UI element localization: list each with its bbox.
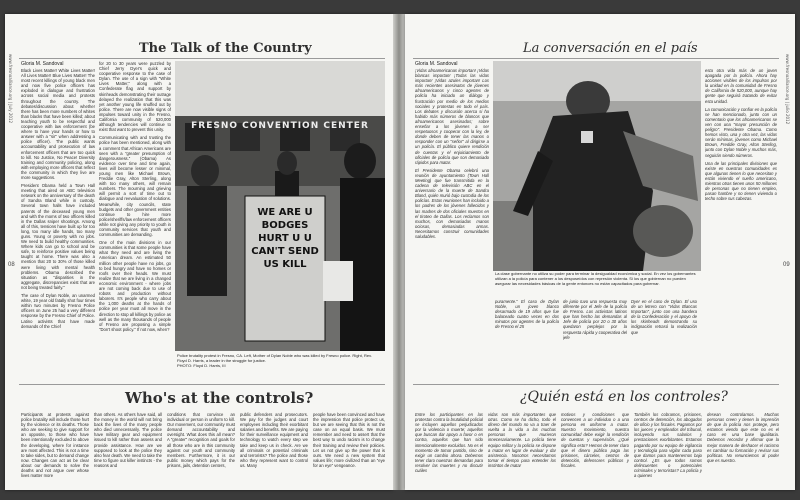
headline-rule [19,58,385,59]
right-folio-text: www.fresnoalliance.org | julio 2012 [785,54,790,125]
police-photo [493,61,701,271]
byline: Gloria M. Sandoval [21,61,64,67]
columna-inferior-4: También los cobramos, prisiones, centros de detención, los abogados de oficio y los fiscales. Pagamos por los jueces y empleados del tribunal, incluyendo sus salarios y prestaciones exorbitantes. Estamos pagando por su equipo de vigilancia y tecnología para vigilar cada paso que damos para mantenernos bajo control. ¿Es que todos somos delincuentes o potenciales criminales y terroristas? La policía y a quienes [634,412,702,479]
article-column-1 [21,68,95,380]
police-photo-image [493,61,701,271]
spine-gutter [393,14,405,490]
columna-inferior-5: desean controlarnos. Muchas personas creen y tienen la impresión de que la policía nos protege, pero estamos viendo que este no es el caso en una base igualitaria. Debemos recordar y afirmar que la mejor manera de deshacer el racismo es cambiar su formación y revisar sus políticas. No renunciemos al poder que es nuestro. [707,412,779,463]
headline-conversacion: La conversación en el país [523,41,698,56]
article-column-2 [99,61,171,380]
articulo-columna-2b: de junio tuvo una respuesta muy diferente por el Jefe de la policía de Fresno. Los activistas latinos que han hecho las demandas al Jefe de policía por 20 o 30 años quedaron perplejos por la respuesta rápida y cooperativa del jefe [563,299,627,340]
paragraph: for 20 to 30 years were puzzled by Chief Jerry Dyer's quick and cooperative response to the case of Dylan. The use of a sign with "White Lives Matter," along with a Confederate flag and support by skinheads demonstrating their outrage delayed the realization that this was yet another young life snuffed out by police. There are now visible signs of impulses toward unity in the Fresno, California community of 520,000 although tendencies will continue to exist that want to prevent this unity. [99,61,171,133]
byline-es: Gloria M. Sandoval [415,61,458,67]
headline-rule-es [413,58,779,59]
bottom-column-3: conditions that convince an individual or person in uniform to kill. Our movement, our community must demand accountability and oversight. What does this all mean? A "greater" recognition and goals for all those who are in this community against our youth and community members. Furthermore, it is our public money which pays for the prisons, jails, detention centers, [167,412,235,468]
section-rule [19,384,385,385]
pie-de-foto: La clase gobernante no utiliza su poder para terminar la desigualdad económica y social. En vez los gobernantes utilizan a la policía para contener a los desposeídos con represión violenta. Si los que gobiernan no pueden asegurar las necesidades básicas de la gente entonces no están capacitados para gobernar. [495,271,696,286]
bottom-column-1: Participants at protests against police brutality will include those hurt by the violence or its deaths. Those who are seeking to give support for an opposite, to those who have been intentionally excluded to above the developing, where for instance are most affected. This is not a time to take sides, but to demand change now. Changes can act as be clear about our demands to solve the deaths and not argue over whose lives matter more [21,412,89,479]
right-folio [785,54,791,374]
paragraph: Communicating with and trusting the police has been mentioned, along with a comment that African Americans are seen with a "greater presumption of dangerousness." (Obama) As evidence over time and time again, lives will become lesser or minimal, young men like Michael Brown, Freddie Gray, Alton Sterling, along with too many others, will remain numbers. The mourning and grieving will permit a sort of time out to dialogue and reevaluation of solutions. Meanwhile, city councils, state budgets and other government entities continue to hire more police/sheriffs/law enforcement officers while not giving any priority to youth in community services that youth and communities are demanding. [99,135,171,238]
left-folio-text: www.fresnoalliance.org | July 2012 [8,54,13,124]
paragraph: The case of Dylan Noble, an unarmed white, 19 year old fatally shot four times within two minutes by Fresno Police officers on June 25 had a very different response by the Fresno Chief of Police. Latino activists that have made demands of the Chief [21,293,95,329]
protest-placard: WE ARE U BODGES HURT U U CAN'T SEND US KILL [251,207,319,270]
columna-inferior-2: vidas son más importantes que otras. Como se ha dicho, todo el dinero del mundo no va a traer de vuelta a la vida a las muchas personas que murieron innecesariamente. La policía tiene equipo militar y la policía se dispone a matar en lugar de evaluar y dar asistencia. Nosotros necesitamos tomar el tiempo para entender los instintos de matar [488,412,556,468]
photo-caption-text: Police brutality protest in Fresno, CA. Left, Mother of Dylan Noble who was killed by Fresno police. Right, Rev. Floyd D. Harris, a leader in the struggle for justice. [177,353,372,363]
articulo-columna-3 [705,68,777,380]
photo-caption [177,354,382,368]
articulo-columna-2a: puramente." El caso de Dylan Noble, un joven blanco desarmado de 19 años que fue balaceado cuatro veces en dos minutos por agentes de la policía de Fresno el 25 [495,299,559,330]
parrafo: esta otra vida más de un joven apagada por la policía. Ahora hay acciones visibles de los impulsos por la unidad en la comunidad de Fresno de California de 520,000, aunque hay gente que seguirá tratando de evitar esta unidad. [705,68,777,104]
headline-quien-esta: ¿Quién está en los controles? [520,389,728,405]
parrafo: Una de las principales divisiones que existe en nuestras comunidades es que algunas tienen lo que necesitan y están viviendo el sueño americano, mientras otras tienen unos 50 millones de personas que no tienen empleo, pasan hambre y no tienen vivienda o techo sobre sus cabezas. [705,160,777,202]
articulo-columna-2c: Dyer en el caso de Dylan. El uso de un letrero con "Vidas Blancas Importan", junto con una bandera de la Confederación y el apoyo de los skinheads demostrando su indignación retrasó la realización que [631,299,697,335]
columna-inferior-1: Entre los participantes en las protestas contra la brutalidad policial se incluyen aquellos perjudicados por la violencia o muerte; aquellos que buscan dar apoyo a favor o en contra, aquellos que han sido intencionalmente excluidos. No es el momento de tomar partido, sino de exigir un cambio ahora. Debemos tener claro nuestras demandas para resolver las muertes y no discutir cuáles [415,412,483,474]
protest-photo [175,61,385,351]
bottom-column-2: than others. As others have said, all the money in the world will not bring back the lives of the many people who died unnecessarily. The police have military gear and equipment issued to kill rather than assess and provide assistance. How are we supposed to look at the police they also fear death. We need to take the time to figure out killer instincts - the reasons and [94,412,162,468]
parrafo: ¡Vidas afroamericanas importan! ¡Vidas blancas importan! ¡Todas las vidas importan! ¡Vidas azules importan! Los más recientes asesinatos de jóvenes afroamericanos y cinco agentes de policía ha iniciado un diálogo y frustración por medio de los medios sociales y protestas en todo el país. Los debates y discusión acerca si ha habido más números de blancos que afroamericanos asesinados; sobre enseñar a los jóvenes a ser respetuosos y cooperar con la ley, de donde deben de tener las manos o responder con un "señor" al dirigirse a un policía. El público quiere rendición de cuentas y el enjuiciamiento de oficiales de policía que son demasiado rápidos para matar. [415,68,489,165]
paragraph: President Obama held a Town Hall meeting that aired on ABC television network on the anniversary of the death of Sandra Bland while in custody. Several town halls have included parents of the deceased young men and with the moms of two officers killed in the Dallas sniper shootings. Among all of this, tensions have built up for too long, too many idle hands, too many guns. Young or poverty with no jobs. We need to build healthy communities. Where kids can go to school and be safe, to reinforce positive values being taught at home. There was also a mention that 20 to 30% of those killed were living with mental health problems. Obama described the situation as "disparities in the aggregate, discrepancies exist that are not being treated fairly." [21,183,95,290]
left-page-number: 08 [8,262,15,268]
columna-inferior-3: motivos y condiciones que convencen a un individuo o a una persona en uniforme a matar. Nuestro movimiento, nuestra comunidad debe exigir la rendición de cuentas y supervisión. ¿Qué significa esto? Hemos de tener claro que el dinero público paga las prisiones, cárceles, centros de detención, defensores públicos y fiscales. [561,412,629,468]
headline-talk-of-country: The Talk of the Country [139,41,312,56]
headline-whos-at-controls: Who's at the controls? [125,389,314,407]
parrafo: La comunicación y confiar en la policía se han mencionado, junto con un comentario que los afroamericanos se ven con una "mayor presunción de peligro". Presidente Obama. Como hemos visto, una y otra vez, las vidas serán mínimas, jóvenes como Michael Brown, Freddie Gray, Alton Sterling, junto con Dylan Noble y muchos más, seguirán siendo números. [705,106,777,158]
photo-credit: PHOTO: Floyd D. Harris, III [177,362,226,368]
left-page [5,14,393,490]
articulo-columna-1 [415,68,489,268]
bottom-column-5: people have been convinced and have the impression that police protect us, but we are seeing that this is not the case on an equal basis. We must remember and need to assert that the best way to undo racism is to change their training and review their policies. Let us not give up the power that is ours. We need a new system that values life; more civilized than an "eye for an eye" vengeance. [313,412,385,468]
left-folio [8,54,14,374]
parrafo: El Presidente Obama celebró una reunión de ayuntamiento (Town Hall Meeting) que fue transmitida en la cadena de televisión ABC en el aniversario de la muerte de Sandra Bland, quién murió bajo custodia de los policías. Estas reuniones han incluido a los padres de los jóvenes fallecidos y las madres de dos oficiales muertos en el tiroteo de Dallas. Los reclamos son muchos, con demasiadas manos ociosas, demasiadas armas. Necesitamos construir comunidades saludables. [415,167,489,239]
section-rule-es [413,384,779,385]
paragraph: One of the main divisions in our communities is that some people have what they need and are living the American dream. An estimated 50 million other people have no jobs, go to bed hungry and have no homes or roofs over their heads. We must realize that we are living in a changed economic environment - where jobs are not coming back due to use of robots and production without laborers. It's people who carry about the 1,000 deaths at the hands of police per year must all move in the direction to stop all killings by police as well as the many thousands of people of Fresno are proposing a simple "Don't shoot policy." If not now, when? [99,240,171,332]
right-page-number: 09 [783,262,790,268]
right-page [405,14,795,490]
bottom-column-4: public defenders and prosecutors. We pay for the judges and court employees including their exorbitant salaries and benefits. We are paying for their surveillance equipment and technology to watch every step we take and keep us in check. Are we all criminals or potential criminals and terrorists? The police and those who they represent want to control us. Many [240,412,308,468]
paragraph: Black Lives Matter! White Lives Matter! All Lives Matter! Blue Lives Matter! The most recent killings of young black men and now five police officers has exploded in dialogue and frustration across social media and protests throughout the country. The debates/discussion about whether there has been more numbers of whites than blacks that have been killed; about teaching youth to be respectful and cooperative with law enforcement (be where to have your hands or how to answer with a "sir" when addressing a police officer). The public wants accountability and prosecution of law enforcement officers that are too quick to kill. No Justice, No Peace! Diversity training and community policing, along with employing more officers that reflect the community in which they live are more suggestions. [21,68,95,180]
convention-center-sign: FRESNO CONVENTION CENTER [191,121,369,131]
